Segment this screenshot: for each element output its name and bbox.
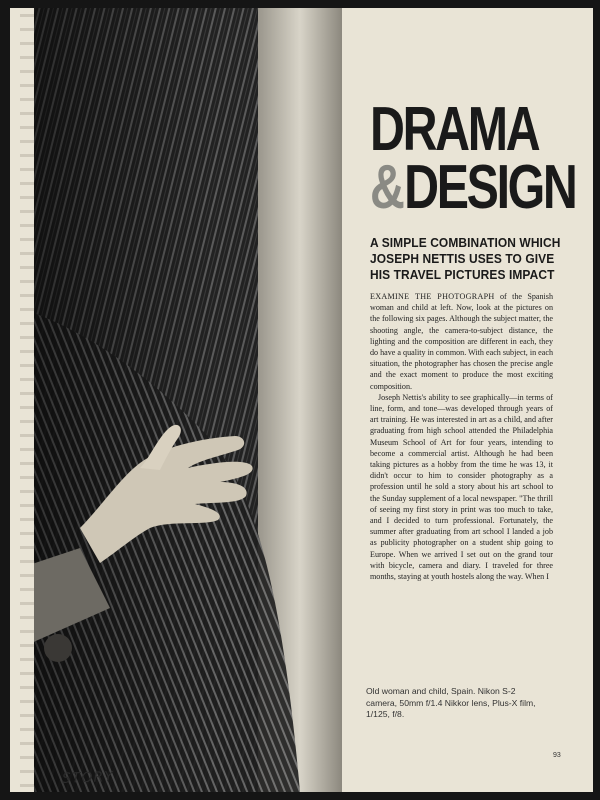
photo-illustration [20, 8, 342, 792]
page-number: 93 [553, 752, 561, 759]
paragraph-1-text: of the Spanish woman and child at left. Now, look at the pictures on the following six pages. Although the subject matter, the shooting angle, the camera-to-subject distance, the lighting and the composition are different in each, they do have a quality in common. With each subject, in each situation, the photographer has chosen the precise angle and the exact moment to produce the most exciting composition. [370, 292, 553, 391]
photo-caption: Old woman and child, Spain. Nikon S-2 camera, 50mm f/1.4 Nikkor lens, Plus-X film, 1/125, f/8. [366, 686, 536, 719]
torn-edge [20, 8, 34, 792]
paragraph-2: Joseph Nettis's ability to see graphically—in terms of line, form, and tone—was developed through years of art training. He was interested in art as a child, and after graduating from high school attended the Philadelphia Museum School of Art for four years, intending to become a commercial artist. Although he had been taking pictures as a hobby from the time he was 13, it didn't occur to him to consider photography as a profession until he sold a story about his art school to the Sunday supplement of a local newspaper. "The thrill of seeing my first story in print was too much to take, and I decided to turn professional. Fortunately, the summer after graduating from art school I landed a job as publicity photographer on a student ship going to Europe. When we arrived I set out on the grand tour with bicycle, camera and diary. I traveled for three months, staying at youth hostels along the way. When I [370, 392, 553, 582]
photo-woman-and-child [20, 8, 342, 792]
handwritten-note: STORY [61, 769, 115, 787]
lead-in: EXAMINE THE PHOTOGRAPH [370, 292, 495, 301]
headline-word-design: DESIGN [404, 153, 576, 222]
article-body [370, 291, 553, 582]
ampersand: & [370, 153, 403, 222]
headline-line-1: DRAMA [370, 95, 539, 164]
paragraph-1 [370, 291, 553, 392]
headline-line-2 [370, 153, 576, 222]
headline-block [370, 95, 576, 283]
subheadline: A SIMPLE COMBINATION WHICH JOSEPH NETTIS USES TO GIVE HIS TRAVEL PICTURES IMPACT [370, 235, 561, 282]
